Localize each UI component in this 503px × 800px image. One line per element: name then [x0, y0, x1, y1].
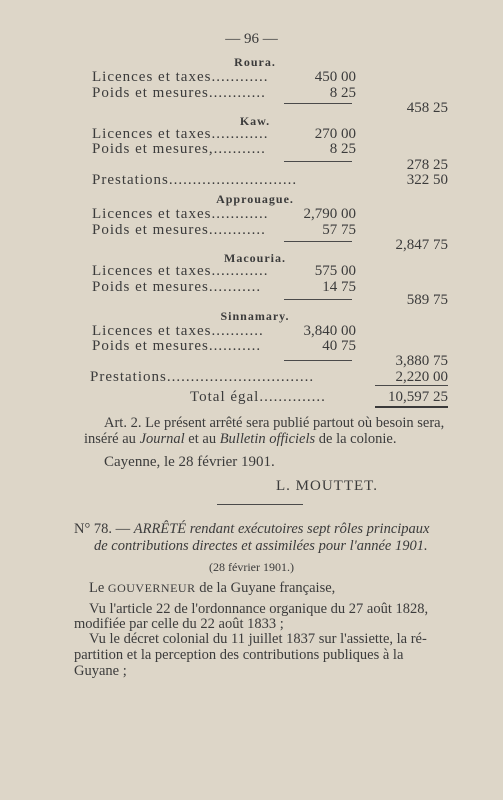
row-label: Licences et taxes............	[92, 206, 269, 222]
subtotal-amount: 278 25	[406, 157, 448, 173]
subtotal-rule	[284, 103, 352, 104]
arrete-title-line-1: N° 78. — ARRÊTÉ rendant exécutoires sept rôles principaux	[74, 521, 430, 537]
row-label: Licences et taxes...........	[92, 323, 264, 339]
section-heading-kaw: Kaw.	[239, 114, 271, 128]
subtotal-amount: 2,847 75	[395, 237, 448, 253]
row-label: Licences et taxes............	[92, 69, 269, 85]
row-amount: 3,840 00	[303, 323, 356, 339]
row-amount: 450 00	[314, 69, 356, 85]
row-label: Poids et mesures...........	[92, 338, 262, 354]
subtotal-amount: 458 25	[406, 100, 448, 116]
page-number: — 96 —	[225, 31, 278, 47]
total-double-rule	[375, 406, 448, 408]
vu-2-line-1: Vu le décret colonial du 11 juillet 1837 sur l'assiette, la ré-	[89, 631, 427, 647]
section-heading-macouria: Macouria.	[224, 251, 286, 265]
arrete-title-line-2: de contributions directes et assimilées pour l'année 1901.	[94, 538, 428, 554]
prestations-label: Prestations...............................	[90, 369, 315, 385]
subtotal-amount: 589 75	[406, 292, 448, 308]
prestations-label: Prestations...........................	[92, 172, 298, 188]
row-amount: 8 25	[329, 85, 356, 101]
gouverneur-line: Le GOUVERNEUR de la Guyane française,	[89, 580, 336, 596]
signature: L. MOUTTET.	[276, 478, 378, 494]
row-label: Poids et mesures............	[92, 222, 266, 238]
row-amount: 2,790 00	[303, 206, 356, 222]
row-label: Licences et taxes............	[92, 263, 269, 279]
row-amount: 40 75	[322, 338, 356, 354]
subtotal-rule	[284, 161, 352, 162]
separator-rule	[217, 504, 303, 505]
row-amount: 14 75	[322, 279, 356, 295]
section-heading-roura: Roura.	[234, 55, 276, 69]
subtotal-amount: 3,880 75	[395, 353, 448, 369]
article-2-line-2: inséré au Journal et au Bulletin officiels de la colonie.	[84, 431, 397, 447]
section-heading-approuague: Approuague.	[216, 192, 294, 206]
article-2-line-1: Art. 2. Le présent arrêté sera publié partout où besoin sera,	[104, 415, 445, 431]
arrete-date: (28 février 1901.)	[209, 560, 294, 574]
row-label: Poids et mesures,...........	[92, 141, 266, 157]
row-label: Licences et taxes............	[92, 126, 269, 142]
row-amount: 575 00	[314, 263, 356, 279]
vu-1-line-1: Vu l'article 22 de l'ordonnance organique du 27 août 1828,	[89, 601, 429, 617]
total-label: Total égal..............	[190, 389, 326, 405]
row-amount: 57 75	[322, 222, 356, 238]
subtotal-rule	[284, 299, 352, 300]
prestations-amount: 2,220 00	[395, 369, 448, 385]
section-heading-sinnamary: Sinnamary.	[220, 309, 290, 323]
subtotal-rule	[284, 360, 352, 361]
subtotal-rule	[284, 241, 352, 242]
vu-2-line-2: partition et la perception des contributions publiques à la	[74, 647, 404, 663]
row-amount: 8 25	[329, 141, 356, 157]
prestations-amount: 322 50	[406, 172, 448, 188]
vu-2-line-3: Guyane ;	[74, 663, 127, 679]
row-label: Poids et mesures............	[92, 85, 266, 101]
vu-1-line-2: modifiée par celle du 22 août 1833 ;	[74, 616, 284, 632]
dateline: Cayenne, le 28 février 1901.	[104, 454, 275, 470]
row-label: Poids et mesures...........	[92, 279, 262, 295]
total-rule	[375, 385, 448, 386]
row-amount: 270 00	[314, 126, 356, 142]
total-amount: 10,597 25	[388, 389, 448, 405]
